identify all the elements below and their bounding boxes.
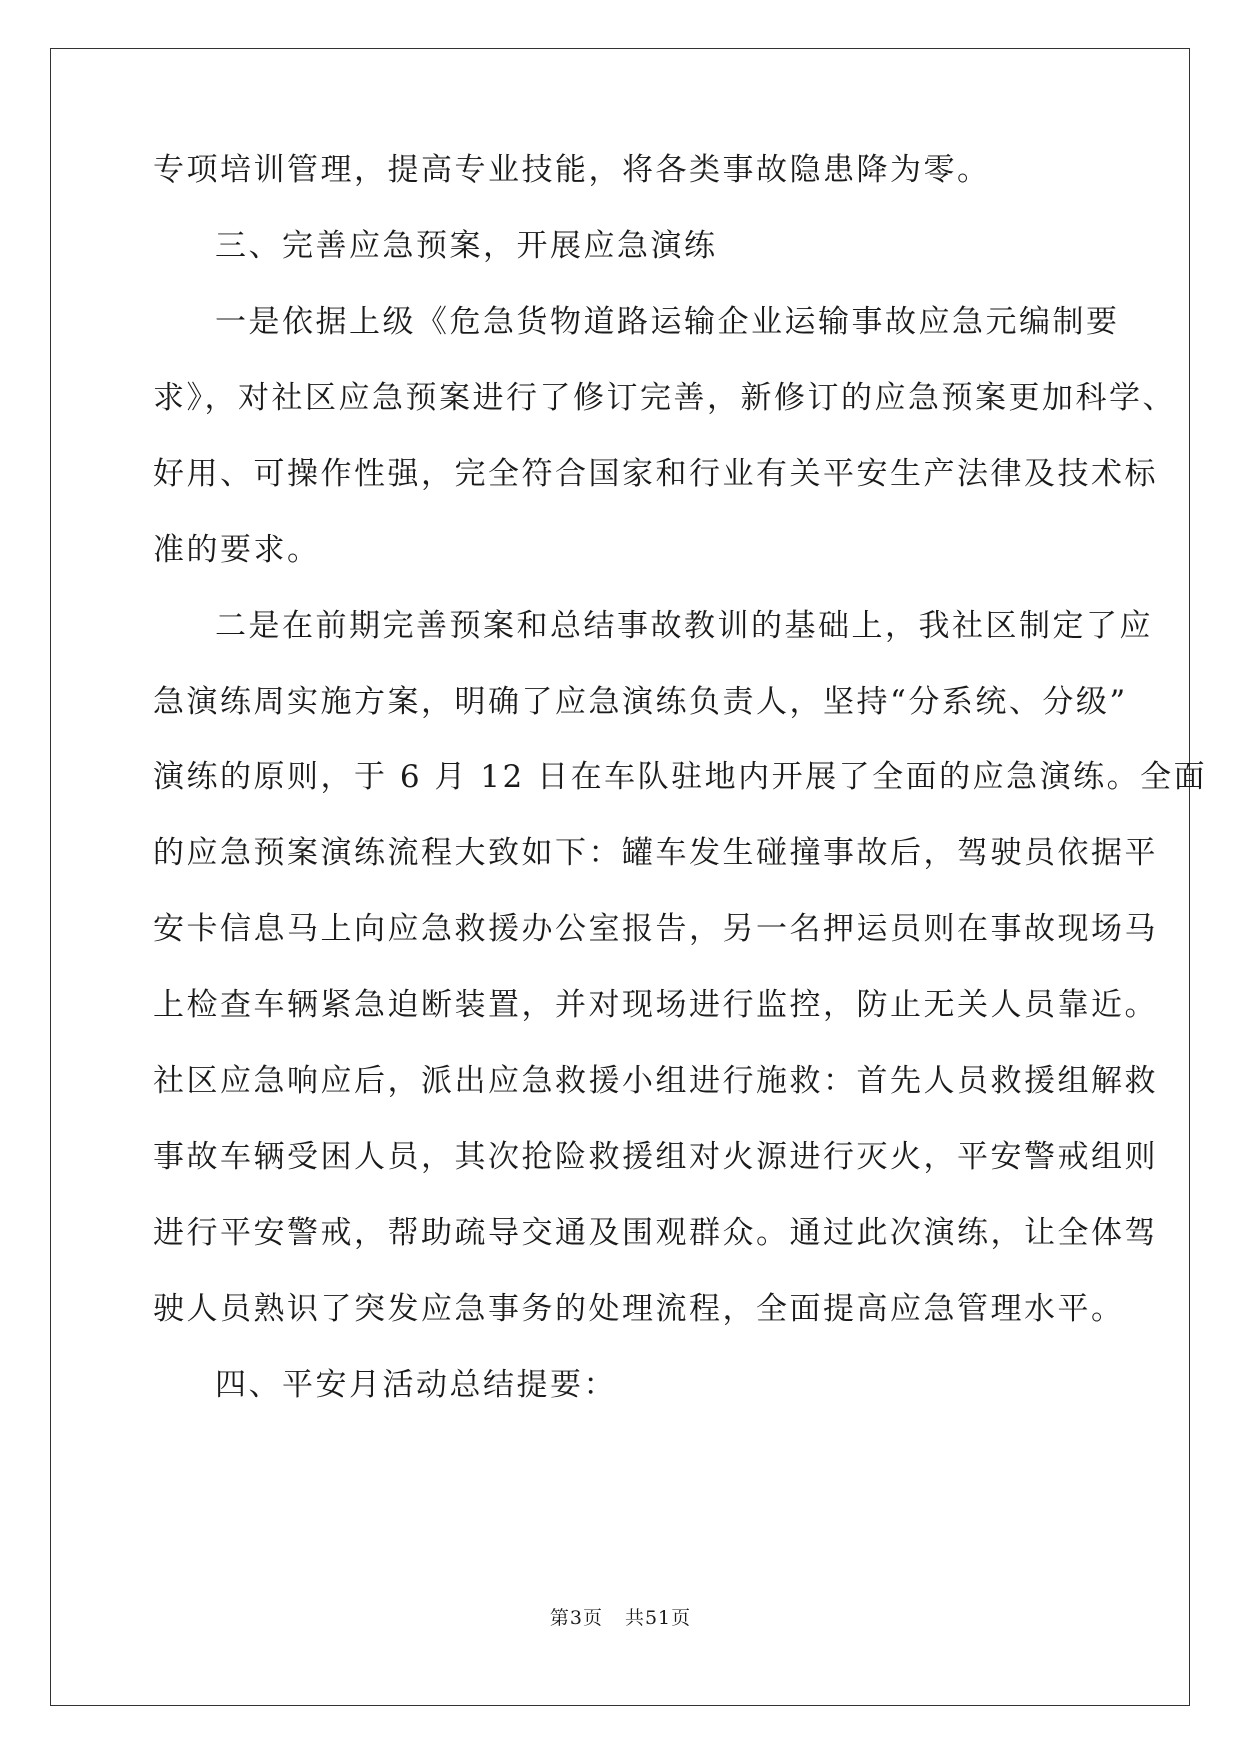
paragraph-line: 驶人员熟识了突发应急事务的处理流程，全面提高应急管理水平。 <box>153 1291 1125 1327</box>
paragraph-line: 一是依据上级《危急货物道路运输企业运输事故应急元编制要 <box>215 304 1120 340</box>
paragraph-line: 求》，对社区应急预案进行了修订完善，新修订的应急预案更加科学、 <box>153 380 1176 416</box>
page-number: 第3页 <box>549 1607 603 1629</box>
paragraph-line: 急演练周实施方案，明确了应急演练负责人，坚持“分系统、分级” <box>153 684 1128 720</box>
paragraph-line: 安卡信息马上向应急救援办公室报告，另一名押运员则在事故现场马 <box>153 911 1158 947</box>
paragraph-line: 准的要求。 <box>153 532 321 568</box>
paragraph-line: 上检查车辆紧急迫断装置，并对现场进行监控，防止无关人员靠近。 <box>153 987 1158 1023</box>
page-footer <box>0 1606 1241 1630</box>
page-border <box>50 48 1208 1706</box>
paragraph-line: 进行平安警戒，帮助疏导交通及围观群众。通过此次演练，让全体驾 <box>153 1215 1158 1251</box>
paragraph-line: 事故车辆受困人员，其次抢险救援组对火源进行灭火，平安警戒组则 <box>153 1139 1158 1175</box>
paragraph-line: 的应急预案演练流程大致如下：罐车发生碰撞事故后，驾驶员依据平 <box>153 835 1158 871</box>
paragraph-line: 二是在前期完善预案和总结事故教训的基础上，我社区制定了应 <box>215 608 1153 644</box>
paragraph-line: 演练的原则，于 6 月 12 日在车队驻地内开展了全面的应急演练。全面 <box>153 759 1208 795</box>
section-heading: 四、平安月活动总结提要： <box>215 1367 617 1403</box>
paragraph-line: 好用、可操作性强，完全符合国家和行业有关平安生产法律及技术标 <box>153 456 1158 492</box>
paragraph-line: 社区应急响应后，派出应急救援小组进行施救：首先人员救援组解救 <box>153 1063 1158 1099</box>
section-heading: 三、完善应急预案，开展应急演练 <box>215 228 718 264</box>
page-total: 共51页 <box>624 1607 692 1629</box>
paragraph-line: 专项培训管理，提高专业技能，将各类事故隐患降为零。 <box>153 152 991 188</box>
